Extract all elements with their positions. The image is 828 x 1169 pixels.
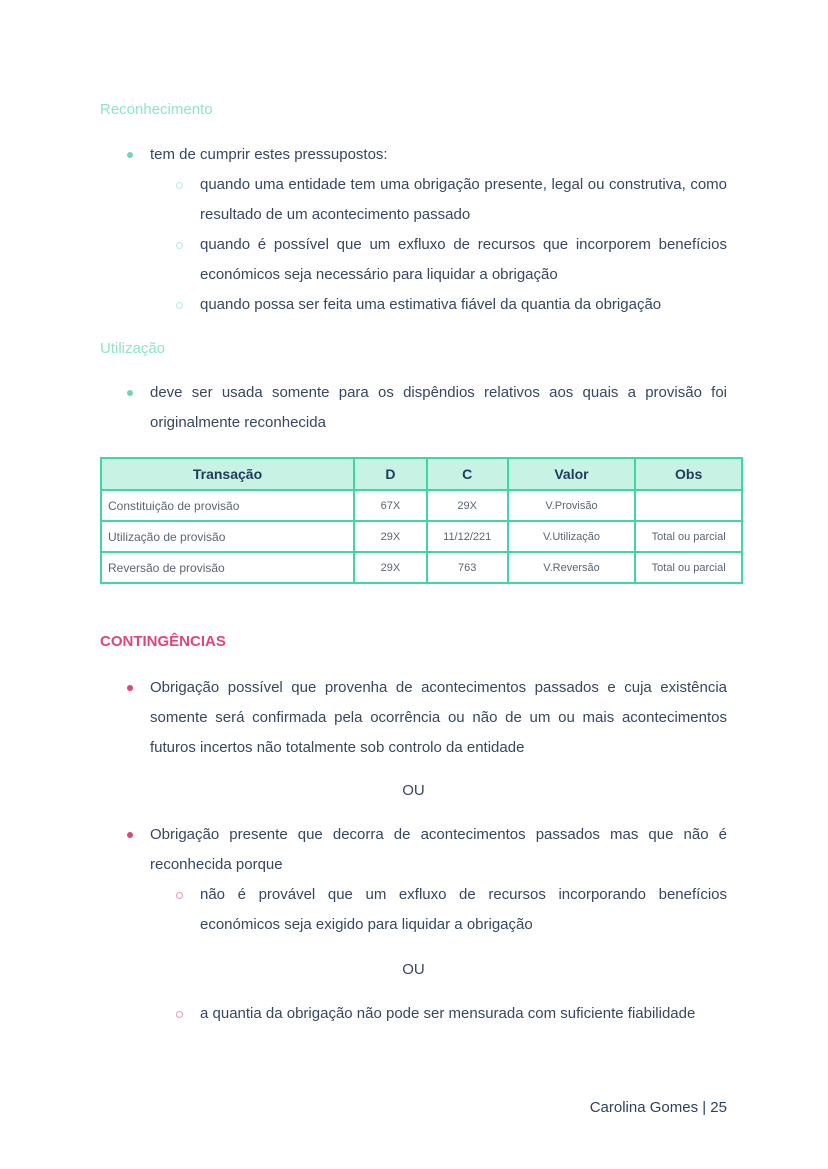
cell-c: 11/12/221	[427, 521, 508, 552]
table-row	[101, 521, 742, 552]
cell-transacao: Constituição de provisão	[101, 490, 354, 521]
cell-d: 29X	[354, 552, 427, 583]
bullet-icon	[127, 152, 133, 158]
list-item	[100, 140, 727, 170]
sub-list-item-text: não é provável que um exfluxo de recursos incorporando benefícios económicos seja exigido para liquidar a obrigação	[200, 886, 727, 933]
header-valor: Valor	[508, 458, 636, 490]
reconhecimento-list	[100, 140, 727, 320]
bullet-icon	[127, 685, 133, 691]
contingencias-list-1	[100, 673, 727, 763]
table-row	[101, 490, 742, 521]
sub-list-item	[100, 999, 727, 1029]
utilizacao-list	[100, 378, 727, 438]
table-row	[101, 552, 742, 583]
section-title-contingencias: CONTINGÊNCIAS	[100, 633, 226, 650]
cell-valor: V.Reversão	[508, 552, 636, 583]
sub-list-item	[100, 290, 727, 320]
cell-valor: V.Provisão	[508, 490, 636, 521]
sub-list-item-text: quando possa ser feita uma estimativa fiável da quantia da obrigação	[200, 296, 662, 313]
bullet-icon	[127, 390, 133, 396]
cell-c: 763	[427, 552, 508, 583]
header-d: D	[354, 458, 427, 490]
hollow-bullet-icon	[176, 182, 183, 189]
list-item	[100, 820, 727, 880]
cell-transacao: Utilização de provisão	[101, 521, 354, 552]
contingencias-list-2	[100, 820, 727, 940]
cell-transacao: Reversão de provisão	[101, 552, 354, 583]
section-title-reconhecimento: Reconhecimento	[100, 101, 213, 118]
cell-d: 67X	[354, 490, 427, 521]
hollow-bullet-icon	[176, 1011, 183, 1018]
sub-list-item	[100, 170, 727, 230]
header-c: C	[427, 458, 508, 490]
hollow-bullet-icon	[176, 892, 183, 899]
cell-obs: Total ou parcial	[635, 552, 742, 583]
sub-list-item-text: a quantia da obrigação não pode ser mensurada com suficiente fiabilidade	[200, 1005, 696, 1022]
list-item-text: Obrigação possível que provenha de acontecimentos passados e cuja existência somente será confirmada pela ocorrência ou não de um ou mais acontecimentos futuros incertos não totalmente sob controlo da entidade	[150, 679, 727, 756]
header-transacao: Transação	[101, 458, 354, 490]
cell-obs	[635, 490, 742, 521]
hollow-bullet-icon	[176, 302, 183, 309]
cell-obs: Total ou parcial	[635, 521, 742, 552]
cell-valor: V.Utilização	[508, 521, 636, 552]
ou-separator: OU	[402, 961, 425, 978]
list-item	[100, 378, 727, 438]
cell-c: 29X	[427, 490, 508, 521]
provisions-table	[100, 457, 743, 584]
bullet-icon	[127, 832, 133, 838]
contingencias-list-3	[100, 999, 727, 1029]
list-item-text: Obrigação presente que decorra de acontecimentos passados mas que não é reconhecida porque	[150, 826, 727, 873]
hollow-bullet-icon	[176, 242, 183, 249]
list-item-text: deve ser usada somente para os dispêndios relativos aos quais a provisão foi originalmente reconhecida	[150, 384, 727, 431]
section-title-utilizacao: Utilização	[100, 340, 166, 357]
sub-list-item-text: quando uma entidade tem uma obrigação presente, legal ou construtiva, como resultado de um acontecimento passado	[200, 176, 727, 223]
ou-separator: OU	[402, 782, 425, 799]
page-footer: Carolina Gomes | 25	[589, 1099, 727, 1116]
header-obs: Obs	[635, 458, 742, 490]
sub-list-item	[100, 880, 727, 940]
cell-d: 29X	[354, 521, 427, 552]
list-item-text: tem de cumprir estes pressupostos:	[150, 146, 388, 163]
sub-list-item-text: quando é possível que um exfluxo de recursos que incorporem benefícios económicos seja necessário para liquidar a obrigação	[200, 236, 727, 283]
list-item	[100, 673, 727, 763]
sub-list-item	[100, 230, 727, 290]
table-header-row	[101, 458, 742, 490]
